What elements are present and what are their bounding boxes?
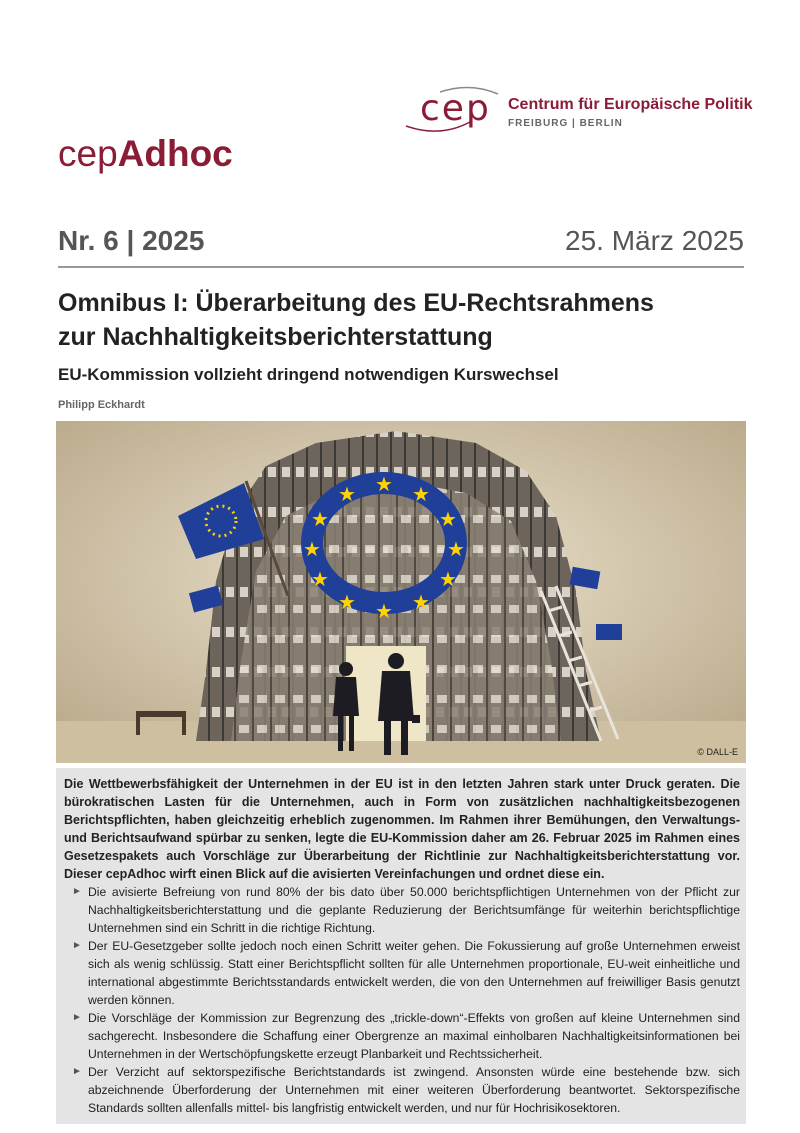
- summary-bullet: [64, 1009, 740, 1063]
- series-suffix: Adhoc: [117, 133, 233, 174]
- header-divider: [58, 266, 744, 268]
- svg-text:★: ★: [375, 474, 393, 496]
- issue-row: [58, 225, 744, 265]
- cover-illustration: [56, 421, 746, 763]
- issue-date: 25. März 2025: [565, 225, 744, 256]
- svg-text:★: ★: [375, 601, 393, 623]
- svg-text:★: ★: [412, 592, 430, 614]
- logo-mark: cep: [420, 88, 491, 129]
- document-title: [58, 286, 748, 354]
- summary-box: [56, 768, 746, 1124]
- svg-text:★: ★: [311, 569, 329, 591]
- bullet-arrow-icon: ►: [72, 1066, 82, 1077]
- bullet-text: Der EU-Gesetzgeber sollte jedoch noch einen Schritt weiter gehen. Die Fokussierung auf große Unternehmen erweist sich als wenig schlüssig. Statt einer Berichtspflicht sollten für alle Unternehmen proportionale, EU-weit einheitliche und international abgestimmte Berichtsstandards entwickelt werden, die von den Unternehmen auf freiwilliger Basis genutzt werden können.: [88, 939, 740, 1007]
- folder-tower-illustration: [56, 421, 746, 763]
- bullet-text: Die Vorschläge der Kommission zur Begrenzung des „trickle-down“-Effekts von großen auf kleine Unternehmen sind sachgerecht. Insbesondere die Schaffung einer Obergrenze an maximal einholbaren Nachhaltigkeitsinformationen bei Unternehmen in der Wertschöpfungskette erzeugt Planbarkeit und Rechtssicherheit.: [88, 1011, 740, 1061]
- title-line-2: zur Nachhaltigkeitsberichterstattung: [58, 323, 493, 351]
- bullet-text: Der Verzicht auf sektorspezifische Berichtstandards ist zwingend. Ansonsten würde eine bestehende bzw. sich abzeichnende Überforderung der Unternehmen mit einer weiteren Überforderung beantwortet. Sektorspezifische Standards sollten allenfalls mittel- bis langfristig entwickelt werden, und nur für Hochrisikosektoren.: [88, 1065, 740, 1115]
- svg-text:★: ★: [439, 569, 457, 591]
- summary-lead: Die Wettbewerbsfähigkeit der Unternehmen in der EU ist in den letzten Jahren stark unter Druck geraten. Die bürokratischen Lasten für die Unternehmen, auch in Form von zusätzlichen nachhaltigkeitsbezogenen Berichtspflichten, haben gleichzeitig erheblich zugenommen. Im Rahmen ihrer Bemühungen, den Verwaltungs- und Berichtsaufwand spürbar zu senken, legte die EU-Kommission daher am 26. Februar 2025 im Rahmen eines Gesetzespakets auch Vorschläge zur Überarbeitung der Richtlinie zur Nachhaltigkeitsberichterstattung vor. Dieser cepAdhoc wirft einen Blick auf die avisierten Vereinfachungen und ordnet diese ein.: [64, 777, 740, 881]
- svg-text:★: ★: [303, 539, 321, 561]
- summary-bullets: [64, 883, 740, 1117]
- summary-bullet: [64, 1063, 740, 1117]
- svg-text:★: ★: [447, 539, 465, 561]
- summary-bullet: [64, 883, 740, 937]
- bullet-arrow-icon: ►: [72, 940, 82, 951]
- cep-logo: [400, 82, 753, 142]
- summary-bullet: [64, 937, 740, 1009]
- bullet-arrow-icon: ►: [72, 886, 82, 897]
- title-line-1: Omnibus I: Überarbeitung des EU-Rechtsrahmens: [58, 289, 654, 317]
- author: Philipp Eckhardt: [58, 399, 145, 411]
- series-prefix: cep: [58, 133, 118, 174]
- svg-text:★: ★: [439, 509, 457, 531]
- bullet-text: Die avisierte Befreiung von rund 80% der bis dato über 50.000 berichtspflichtigen Unternehmen von der Pflicht zur Nachhaltigkeitsberichterstattung und die geplante Reduzierung der Berichtsumfänge für weiterhin berichtspflichtige Unternehmen sind ein Schritt in die richtige Richtung.: [88, 885, 740, 935]
- bullet-arrow-icon: ►: [72, 1012, 82, 1023]
- document-subtitle: EU-Kommission vollzieht dringend notwendigen Kurswechsel: [58, 365, 559, 384]
- svg-text:★: ★: [412, 484, 430, 506]
- image-credit: © DALL-E: [697, 747, 738, 757]
- logo-organization-name: Centrum für Europäische Politik: [508, 96, 753, 113]
- logo-cities: FREIBURG | BERLIN: [508, 118, 623, 129]
- issue-number: Nr. 6 | 2025: [58, 225, 205, 256]
- svg-text:★: ★: [311, 509, 329, 531]
- svg-text:★: ★: [338, 592, 356, 614]
- series-name: [58, 135, 233, 172]
- svg-text:★: ★: [338, 484, 356, 506]
